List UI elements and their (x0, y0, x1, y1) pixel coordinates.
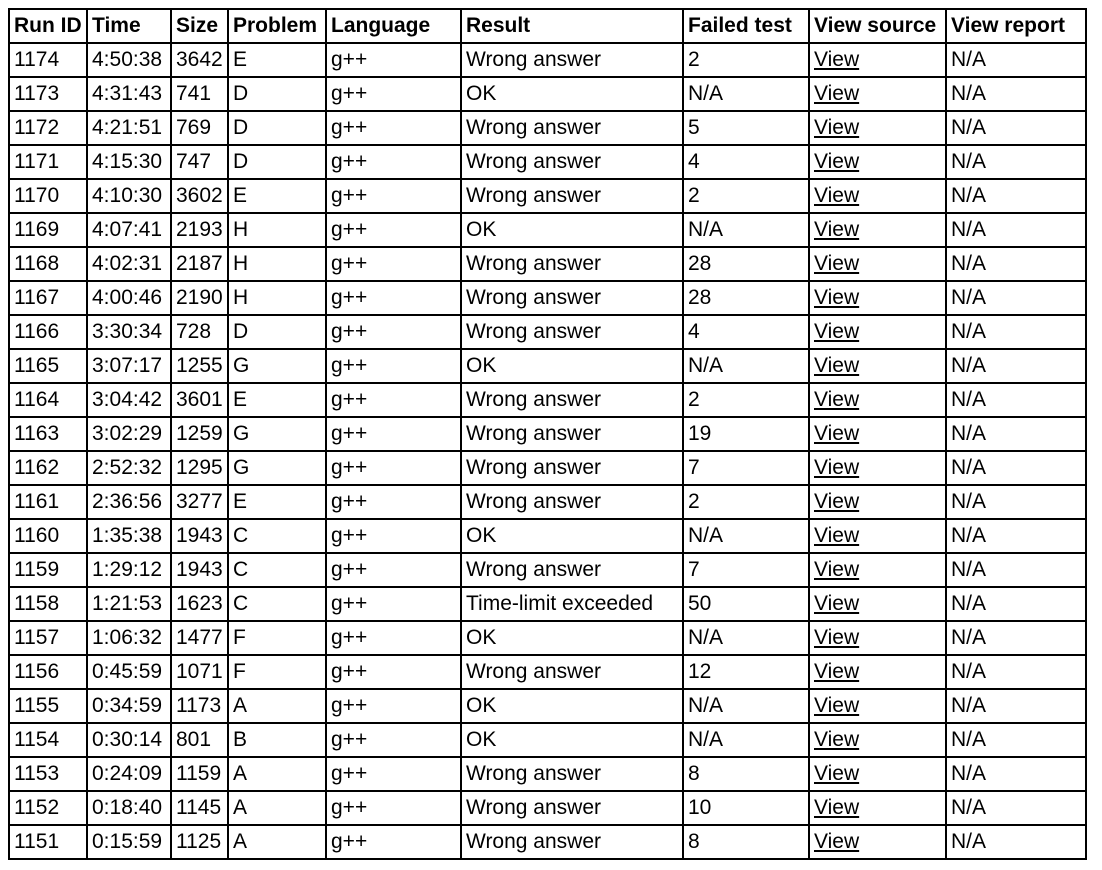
view-report-cell: N/A (946, 281, 1086, 315)
table-row (9, 417, 1086, 451)
language-cell: g++ (326, 213, 461, 247)
run-id-cell: 1172 (9, 111, 87, 145)
time-cell: 1:21:53 (87, 587, 171, 621)
view-source-cell (809, 757, 946, 791)
header-cell-problem: Problem (228, 9, 326, 43)
view-source-link[interactable]: View (814, 82, 860, 105)
table-row (9, 315, 1086, 349)
time-cell: 2:52:32 (87, 451, 171, 485)
view-report-cell: N/A (946, 757, 1086, 791)
view-source-cell (809, 247, 946, 281)
table-row (9, 383, 1086, 417)
run-id-cell: 1174 (9, 43, 87, 77)
result-cell: OK (461, 77, 683, 111)
language-cell: g++ (326, 689, 461, 723)
language-cell: g++ (326, 791, 461, 825)
header-cell-language: Language (326, 9, 461, 43)
run-id-cell: 1173 (9, 77, 87, 111)
run-id-cell: 1154 (9, 723, 87, 757)
header-cell-failed-test: Failed test (683, 9, 809, 43)
size-cell: 1943 (171, 553, 228, 587)
failed-test-cell: 2 (683, 383, 809, 417)
time-cell: 3:02:29 (87, 417, 171, 451)
view-source-cell (809, 43, 946, 77)
table-row (9, 281, 1086, 315)
problem-cell: E (228, 179, 326, 213)
language-cell: g++ (326, 621, 461, 655)
problem-cell: D (228, 315, 326, 349)
view-source-link[interactable]: View (814, 830, 860, 853)
time-cell: 4:15:30 (87, 145, 171, 179)
result-cell: Wrong answer (461, 485, 683, 519)
run-id-cell: 1152 (9, 791, 87, 825)
problem-cell: F (228, 655, 326, 689)
problem-cell: A (228, 791, 326, 825)
run-id-cell: 1153 (9, 757, 87, 791)
view-source-link[interactable]: View (814, 762, 860, 785)
table-row (9, 179, 1086, 213)
time-cell: 0:45:59 (87, 655, 171, 689)
table-row (9, 247, 1086, 281)
view-report-cell: N/A (946, 655, 1086, 689)
size-cell: 1255 (171, 349, 228, 383)
table-row (9, 349, 1086, 383)
view-report-cell: N/A (946, 621, 1086, 655)
view-source-link[interactable]: View (814, 218, 860, 241)
view-source-link[interactable]: View (814, 422, 860, 445)
language-cell: g++ (326, 247, 461, 281)
language-cell: g++ (326, 587, 461, 621)
size-cell: 1125 (171, 825, 228, 859)
run-id-cell: 1169 (9, 213, 87, 247)
failed-test-cell: 2 (683, 43, 809, 77)
view-source-link[interactable]: View (814, 626, 860, 649)
problem-cell: D (228, 77, 326, 111)
size-cell: 1259 (171, 417, 228, 451)
view-source-link[interactable]: View (814, 48, 860, 71)
result-cell: Wrong answer (461, 43, 683, 77)
failed-test-cell: 12 (683, 655, 809, 689)
failed-test-cell: 4 (683, 315, 809, 349)
table-row (9, 723, 1086, 757)
table-row (9, 485, 1086, 519)
view-source-cell (809, 723, 946, 757)
view-source-link[interactable]: View (814, 354, 860, 377)
time-cell: 4:31:43 (87, 77, 171, 111)
table-row (9, 621, 1086, 655)
language-cell: g++ (326, 553, 461, 587)
view-source-cell (809, 451, 946, 485)
view-source-link[interactable]: View (814, 320, 860, 343)
view-source-link[interactable]: View (814, 116, 860, 139)
run-id-cell: 1170 (9, 179, 87, 213)
language-cell: g++ (326, 111, 461, 145)
view-report-cell: N/A (946, 213, 1086, 247)
result-cell: Wrong answer (461, 553, 683, 587)
view-source-cell (809, 485, 946, 519)
result-cell: Wrong answer (461, 111, 683, 145)
table-row (9, 451, 1086, 485)
run-id-cell: 1158 (9, 587, 87, 621)
view-report-cell: N/A (946, 791, 1086, 825)
view-source-link[interactable]: View (814, 490, 860, 513)
result-cell: Wrong answer (461, 825, 683, 859)
view-report-cell: N/A (946, 43, 1086, 77)
language-cell: g++ (326, 145, 461, 179)
failed-test-cell: 50 (683, 587, 809, 621)
language-cell: g++ (326, 655, 461, 689)
table-row (9, 655, 1086, 689)
time-cell: 4:02:31 (87, 247, 171, 281)
time-cell: 4:00:46 (87, 281, 171, 315)
view-report-cell: N/A (946, 825, 1086, 859)
time-cell: 4:07:41 (87, 213, 171, 247)
result-cell: OK (461, 519, 683, 553)
problem-cell: A (228, 689, 326, 723)
problem-cell: F (228, 621, 326, 655)
failed-test-cell: 5 (683, 111, 809, 145)
size-cell: 1943 (171, 519, 228, 553)
language-cell: g++ (326, 519, 461, 553)
view-source-cell (809, 825, 946, 859)
time-cell: 0:15:59 (87, 825, 171, 859)
view-source-cell (809, 281, 946, 315)
failed-test-cell: N/A (683, 77, 809, 111)
language-cell: g++ (326, 179, 461, 213)
view-source-cell (809, 77, 946, 111)
table-row (9, 43, 1086, 77)
result-cell: OK (461, 213, 683, 247)
time-cell: 3:30:34 (87, 315, 171, 349)
view-report-cell: N/A (946, 145, 1086, 179)
size-cell: 1071 (171, 655, 228, 689)
table-row (9, 145, 1086, 179)
view-source-link[interactable]: View (814, 558, 860, 581)
run-id-cell: 1165 (9, 349, 87, 383)
view-source-link[interactable]: View (814, 796, 860, 819)
view-source-link[interactable]: View (814, 456, 860, 479)
view-report-cell: N/A (946, 247, 1086, 281)
view-source-cell (809, 383, 946, 417)
language-cell: g++ (326, 757, 461, 791)
time-cell: 4:50:38 (87, 43, 171, 77)
table-row (9, 689, 1086, 723)
run-id-cell: 1160 (9, 519, 87, 553)
view-report-cell: N/A (946, 179, 1086, 213)
time-cell: 4:10:30 (87, 179, 171, 213)
result-cell: OK (461, 349, 683, 383)
run-id-cell: 1161 (9, 485, 87, 519)
failed-test-cell: 2 (683, 485, 809, 519)
problem-cell: D (228, 111, 326, 145)
run-id-cell: 1166 (9, 315, 87, 349)
table-row (9, 213, 1086, 247)
problem-cell: G (228, 451, 326, 485)
view-report-cell: N/A (946, 315, 1086, 349)
run-id-cell: 1162 (9, 451, 87, 485)
problem-cell: E (228, 383, 326, 417)
result-cell: OK (461, 621, 683, 655)
table-row (9, 791, 1086, 825)
failed-test-cell: 10 (683, 791, 809, 825)
language-cell: g++ (326, 417, 461, 451)
view-source-cell (809, 553, 946, 587)
problem-cell: H (228, 281, 326, 315)
view-source-cell (809, 417, 946, 451)
failed-test-cell: 19 (683, 417, 809, 451)
size-cell: 2193 (171, 213, 228, 247)
size-cell: 741 (171, 77, 228, 111)
table-row (9, 825, 1086, 859)
time-cell: 1:29:12 (87, 553, 171, 587)
runs-table (8, 8, 1087, 860)
language-cell: g++ (326, 485, 461, 519)
view-report-cell: N/A (946, 587, 1086, 621)
failed-test-cell: 7 (683, 451, 809, 485)
time-cell: 0:24:09 (87, 757, 171, 791)
size-cell: 1145 (171, 791, 228, 825)
size-cell: 3642 (171, 43, 228, 77)
header-cell-size: Size (171, 9, 228, 43)
size-cell: 1173 (171, 689, 228, 723)
problem-cell: E (228, 485, 326, 519)
table-row (9, 553, 1086, 587)
size-cell: 3601 (171, 383, 228, 417)
view-source-link[interactable]: View (814, 694, 860, 717)
problem-cell: H (228, 213, 326, 247)
problem-cell: G (228, 417, 326, 451)
result-cell: Time-limit exceeded (461, 587, 683, 621)
failed-test-cell: N/A (683, 349, 809, 383)
view-report-cell: N/A (946, 689, 1086, 723)
table-row (9, 519, 1086, 553)
run-id-cell: 1151 (9, 825, 87, 859)
table-row (9, 111, 1086, 145)
view-report-cell: N/A (946, 417, 1086, 451)
view-report-cell: N/A (946, 519, 1086, 553)
result-cell: Wrong answer (461, 757, 683, 791)
run-id-cell: 1159 (9, 553, 87, 587)
problem-cell: G (228, 349, 326, 383)
failed-test-cell: N/A (683, 519, 809, 553)
view-source-cell (809, 655, 946, 689)
run-id-cell: 1167 (9, 281, 87, 315)
header-cell-view-report: View report (946, 9, 1086, 43)
result-cell: OK (461, 723, 683, 757)
view-source-cell (809, 791, 946, 825)
size-cell: 728 (171, 315, 228, 349)
run-id-cell: 1155 (9, 689, 87, 723)
header-cell-time: Time (87, 9, 171, 43)
view-report-cell: N/A (946, 111, 1086, 145)
size-cell: 1295 (171, 451, 228, 485)
language-cell: g++ (326, 43, 461, 77)
view-source-cell (809, 519, 946, 553)
result-cell: Wrong answer (461, 451, 683, 485)
header-cell-result: Result (461, 9, 683, 43)
failed-test-cell: N/A (683, 723, 809, 757)
run-id-cell: 1156 (9, 655, 87, 689)
runs-table-body (9, 43, 1086, 859)
problem-cell: D (228, 145, 326, 179)
failed-test-cell: 4 (683, 145, 809, 179)
language-cell: g++ (326, 281, 461, 315)
failed-test-cell: 7 (683, 553, 809, 587)
time-cell: 4:21:51 (87, 111, 171, 145)
size-cell: 1477 (171, 621, 228, 655)
view-source-cell (809, 315, 946, 349)
view-source-link[interactable]: View (814, 524, 860, 547)
result-cell: Wrong answer (461, 655, 683, 689)
size-cell: 2187 (171, 247, 228, 281)
view-source-link[interactable]: View (814, 592, 860, 615)
view-source-cell (809, 111, 946, 145)
size-cell: 3277 (171, 485, 228, 519)
result-cell: Wrong answer (461, 417, 683, 451)
result-cell: Wrong answer (461, 281, 683, 315)
result-cell: Wrong answer (461, 791, 683, 825)
size-cell: 769 (171, 111, 228, 145)
view-source-link[interactable]: View (814, 660, 860, 683)
time-cell: 2:36:56 (87, 485, 171, 519)
view-source-cell (809, 179, 946, 213)
problem-cell: B (228, 723, 326, 757)
problem-cell: C (228, 519, 326, 553)
language-cell: g++ (326, 77, 461, 111)
size-cell: 747 (171, 145, 228, 179)
view-source-link[interactable]: View (814, 388, 860, 411)
time-cell: 3:07:17 (87, 349, 171, 383)
time-cell: 3:04:42 (87, 383, 171, 417)
language-cell: g++ (326, 349, 461, 383)
language-cell: g++ (326, 315, 461, 349)
view-source-cell (809, 349, 946, 383)
language-cell: g++ (326, 383, 461, 417)
view-source-cell (809, 213, 946, 247)
view-source-link[interactable]: View (814, 252, 860, 275)
view-source-link[interactable]: View (814, 184, 860, 207)
size-cell: 2190 (171, 281, 228, 315)
problem-cell: E (228, 43, 326, 77)
result-cell: Wrong answer (461, 179, 683, 213)
time-cell: 1:06:32 (87, 621, 171, 655)
run-id-cell: 1171 (9, 145, 87, 179)
failed-test-cell: 28 (683, 247, 809, 281)
size-cell: 1623 (171, 587, 228, 621)
result-cell: Wrong answer (461, 145, 683, 179)
result-cell: OK (461, 689, 683, 723)
failed-test-cell: N/A (683, 213, 809, 247)
run-id-cell: 1164 (9, 383, 87, 417)
language-cell: g++ (326, 451, 461, 485)
time-cell: 0:34:59 (87, 689, 171, 723)
failed-test-cell: N/A (683, 621, 809, 655)
view-report-cell: N/A (946, 723, 1086, 757)
view-source-link[interactable]: View (814, 150, 860, 173)
run-id-cell: 1163 (9, 417, 87, 451)
header-cell-view-source: View source (809, 9, 946, 43)
view-source-cell (809, 621, 946, 655)
problem-cell: H (228, 247, 326, 281)
time-cell: 1:35:38 (87, 519, 171, 553)
view-report-cell: N/A (946, 349, 1086, 383)
header-cell-run-id: Run ID (9, 9, 87, 43)
table-row (9, 77, 1086, 111)
size-cell: 1159 (171, 757, 228, 791)
language-cell: g++ (326, 825, 461, 859)
failed-test-cell: 28 (683, 281, 809, 315)
view-source-link[interactable]: View (814, 728, 860, 751)
problem-cell: A (228, 757, 326, 791)
view-report-cell: N/A (946, 451, 1086, 485)
header-row (9, 9, 1086, 43)
problem-cell: C (228, 587, 326, 621)
run-id-cell: 1157 (9, 621, 87, 655)
failed-test-cell: 2 (683, 179, 809, 213)
result-cell: Wrong answer (461, 383, 683, 417)
view-source-cell (809, 587, 946, 621)
view-source-cell (809, 145, 946, 179)
failed-test-cell: N/A (683, 689, 809, 723)
run-id-cell: 1168 (9, 247, 87, 281)
result-cell: Wrong answer (461, 315, 683, 349)
view-source-link[interactable]: View (814, 286, 860, 309)
time-cell: 0:30:14 (87, 723, 171, 757)
size-cell: 3602 (171, 179, 228, 213)
problem-cell: A (228, 825, 326, 859)
failed-test-cell: 8 (683, 757, 809, 791)
failed-test-cell: 8 (683, 825, 809, 859)
size-cell: 801 (171, 723, 228, 757)
view-report-cell: N/A (946, 485, 1086, 519)
view-report-cell: N/A (946, 77, 1086, 111)
table-row (9, 587, 1086, 621)
problem-cell: C (228, 553, 326, 587)
language-cell: g++ (326, 723, 461, 757)
table-row (9, 757, 1086, 791)
result-cell: Wrong answer (461, 247, 683, 281)
view-report-cell: N/A (946, 383, 1086, 417)
view-source-cell (809, 689, 946, 723)
view-report-cell: N/A (946, 553, 1086, 587)
time-cell: 0:18:40 (87, 791, 171, 825)
